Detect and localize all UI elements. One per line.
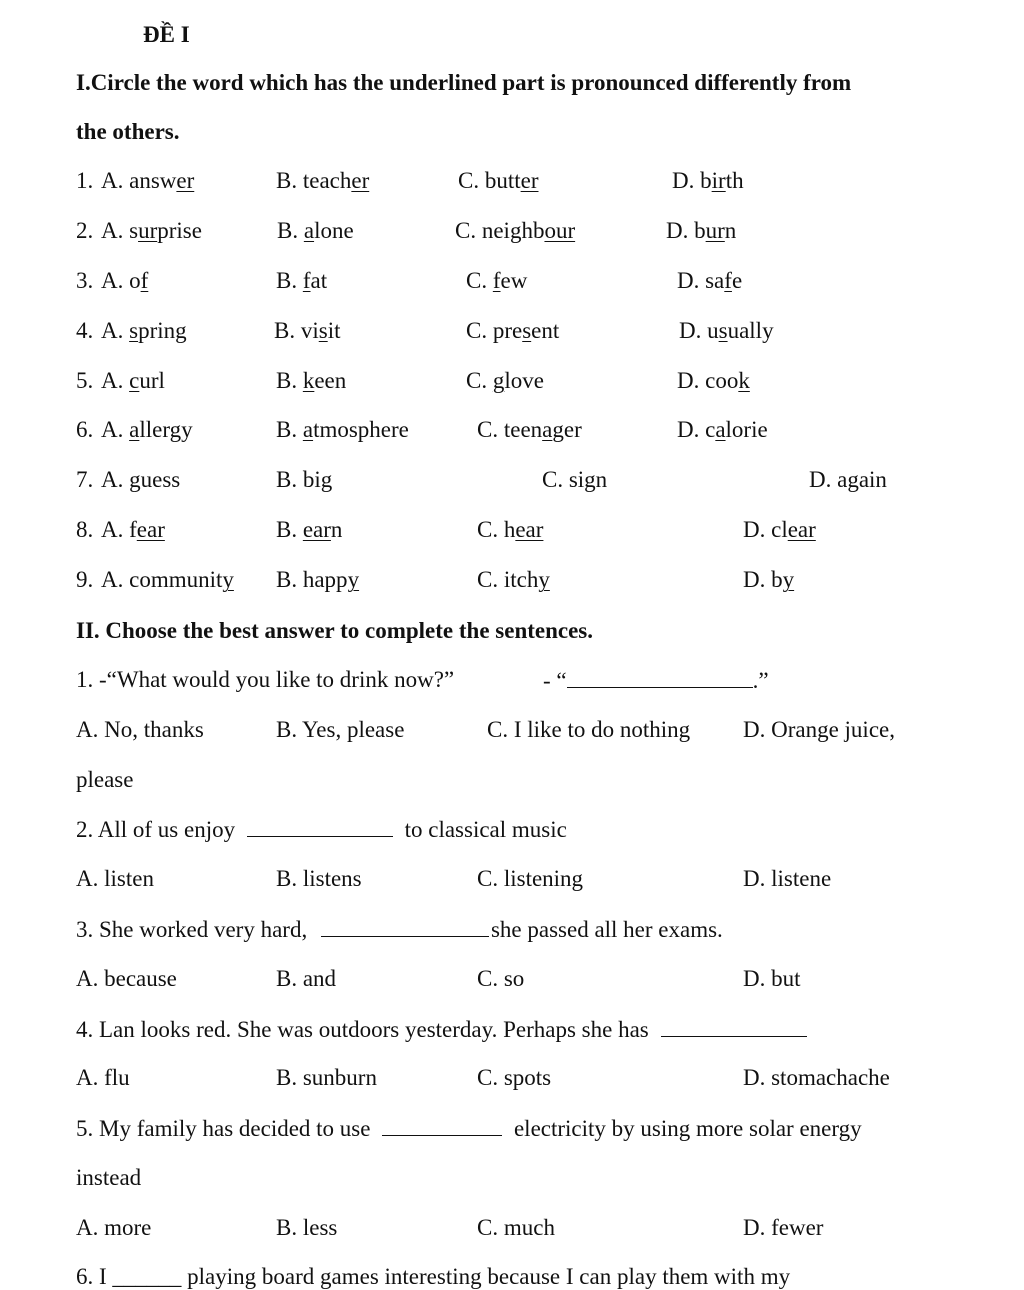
q3-answer-blank[interactable] bbox=[321, 916, 489, 937]
option-text: C. pre bbox=[466, 318, 523, 343]
q9-option-b[interactable] bbox=[276, 567, 359, 593]
q2-text-a: 2. All of us enjoy bbox=[76, 817, 236, 842]
q3-option-d[interactable]: D. but bbox=[743, 966, 801, 991]
section1-title: I.Circle the word which has the underlined part is pronounced differently from bbox=[76, 70, 852, 95]
option-text: A. f bbox=[101, 517, 137, 542]
option-underlined-part: y bbox=[782, 567, 795, 592]
q4-text-main: 4. Lan looks red. She was outdoors yesterday. Perhaps she has bbox=[76, 1017, 649, 1042]
option-text: A. bbox=[101, 368, 130, 393]
q2-answer-blank[interactable] bbox=[247, 816, 393, 837]
q2-text bbox=[76, 816, 567, 843]
option-underlined-part: ir bbox=[711, 168, 726, 193]
option-text: D. b bbox=[666, 218, 706, 243]
option-text-rest: it bbox=[327, 318, 341, 343]
option-underlined-part: ear bbox=[136, 517, 165, 542]
q4-answer-blank[interactable] bbox=[661, 1016, 807, 1037]
option-text-rest: prise bbox=[157, 218, 202, 243]
option-underlined-part: f bbox=[302, 268, 311, 293]
option-text-rest: n bbox=[724, 218, 737, 243]
option-text: D. again bbox=[809, 467, 887, 492]
q2-option-b[interactable] bbox=[277, 218, 354, 244]
option-text: D. c bbox=[677, 417, 716, 442]
option-underlined-part: s bbox=[718, 318, 728, 343]
option-underlined-part: s bbox=[522, 318, 532, 343]
option-text-rest: llergy bbox=[139, 417, 193, 442]
option-text: D. coo bbox=[677, 368, 739, 393]
q5-number: 5. bbox=[76, 368, 94, 393]
q7-option-d[interactable] bbox=[809, 467, 887, 493]
q9-option-a[interactable] bbox=[101, 567, 234, 593]
q5-option-a[interactable]: A. more bbox=[76, 1215, 152, 1240]
option-text: C. itch bbox=[477, 567, 539, 592]
option-text: C. h bbox=[477, 517, 516, 542]
q1-option-d-cont: please bbox=[76, 767, 134, 792]
q1-option-b[interactable]: B. Yes, please bbox=[276, 717, 405, 742]
q2-text-b: to classical music bbox=[404, 817, 567, 842]
option-underlined-part: a bbox=[715, 417, 726, 442]
option-text-rest: n bbox=[330, 517, 343, 542]
option-text: D. u bbox=[679, 318, 719, 343]
q7-option-a[interactable] bbox=[101, 467, 180, 493]
q4-option-b[interactable]: B. sunburn bbox=[276, 1065, 377, 1090]
q1-number: 1. bbox=[76, 168, 94, 193]
section1-title-cont: the others. bbox=[76, 119, 180, 144]
section2-title: II. Choose the best answer to complete the sentences. bbox=[76, 618, 594, 643]
q5-text-cont: instead bbox=[76, 1165, 142, 1190]
q2-option-a[interactable] bbox=[101, 218, 202, 244]
option-text: D. cl bbox=[743, 517, 788, 542]
q2-option-a[interactable]: A. listen bbox=[76, 866, 154, 891]
option-text: B. bbox=[276, 368, 303, 393]
q8-option-c[interactable] bbox=[477, 517, 543, 543]
option-underlined-part: ur bbox=[705, 218, 725, 243]
option-text: A. o bbox=[101, 268, 141, 293]
q8-option-d[interactable] bbox=[743, 517, 816, 543]
option-text: B. bbox=[276, 268, 303, 293]
q1-answer-blank[interactable] bbox=[567, 667, 753, 688]
option-text-rest: lone bbox=[314, 218, 354, 243]
option-underlined-part: s bbox=[318, 318, 328, 343]
q9-option-d[interactable] bbox=[743, 567, 794, 593]
q1-option-a[interactable] bbox=[101, 168, 194, 194]
q5-option-a[interactable] bbox=[101, 368, 165, 394]
q7-number: 7. bbox=[76, 467, 94, 492]
option-text-rest: ew bbox=[500, 268, 528, 293]
option-underlined-part: er bbox=[176, 168, 195, 193]
q2-option-b[interactable]: B. listens bbox=[276, 866, 362, 891]
q8-option-b[interactable] bbox=[276, 517, 342, 543]
q4-option-a[interactable]: A. flu bbox=[76, 1065, 130, 1090]
q7-option-c[interactable] bbox=[542, 467, 607, 493]
option-text: C. bbox=[466, 368, 493, 393]
option-text-rest: ger bbox=[552, 417, 582, 442]
q1-option-b[interactable] bbox=[276, 168, 369, 194]
option-text: D. b bbox=[743, 567, 783, 592]
option-underlined-part: ear bbox=[515, 517, 544, 542]
q5-option-d[interactable]: D. fewer bbox=[743, 1215, 824, 1240]
q6-option-c[interactable] bbox=[477, 417, 582, 443]
q3-option-d[interactable] bbox=[677, 268, 742, 294]
q5-text bbox=[76, 1115, 862, 1142]
option-underlined-part: a bbox=[303, 218, 315, 243]
q3-text-a: 3. She worked very hard, bbox=[76, 917, 308, 942]
option-underlined-part: our bbox=[544, 218, 576, 243]
option-underlined-part: er bbox=[351, 168, 370, 193]
option-underlined-part: k bbox=[738, 368, 750, 393]
option-underlined-part: ur bbox=[138, 218, 158, 243]
q5-text-b: electricity by using more solar energy bbox=[513, 1116, 862, 1141]
option-underlined-part: f bbox=[724, 268, 732, 293]
option-text: C. butt bbox=[458, 168, 521, 193]
q5-option-b[interactable]: B. less bbox=[276, 1215, 338, 1240]
q1-option-d[interactable]: D. Orange juice, bbox=[743, 717, 895, 742]
option-text-rest: een bbox=[314, 368, 347, 393]
option-underlined-part: a bbox=[302, 417, 314, 442]
q5-answer-blank[interactable] bbox=[382, 1115, 502, 1136]
option-text: C. teen bbox=[477, 417, 543, 442]
q3-option-c[interactable]: C. so bbox=[477, 966, 525, 991]
q6-option-b[interactable] bbox=[276, 417, 409, 443]
option-text: A. s bbox=[101, 218, 139, 243]
q4-option-a[interactable] bbox=[101, 318, 187, 344]
q3-option-c[interactable] bbox=[466, 268, 527, 294]
option-text-rest: e bbox=[731, 268, 743, 293]
option-text: A. bbox=[101, 318, 130, 343]
option-text-rest: at bbox=[310, 268, 328, 293]
q4-text bbox=[76, 1016, 807, 1043]
option-text: B. bbox=[276, 417, 303, 442]
option-text: B. happ bbox=[276, 567, 348, 592]
q5-option-b[interactable] bbox=[276, 368, 346, 394]
q1-option-a[interactable]: A. No, thanks bbox=[76, 717, 204, 742]
q6-text-partial: 6. I ______ playing board games interesting because I can play them with my bbox=[76, 1264, 791, 1289]
option-text: B. teach bbox=[276, 168, 352, 193]
option-underlined-part: ear bbox=[787, 517, 816, 542]
option-underlined-part: y bbox=[347, 567, 360, 592]
option-text: A. guess bbox=[101, 467, 181, 492]
q5-option-c[interactable]: C. much bbox=[477, 1215, 555, 1240]
q9-option-c[interactable] bbox=[477, 567, 550, 593]
q2-option-c[interactable]: C. listening bbox=[477, 866, 584, 891]
option-text-rest: tmosphere bbox=[313, 417, 409, 442]
option-underlined-part: a bbox=[542, 417, 553, 442]
q4-number: 4. bbox=[76, 318, 94, 343]
option-underlined-part: ear bbox=[302, 517, 331, 542]
q9-number: 9. bbox=[76, 567, 94, 592]
option-underlined-part: y bbox=[538, 567, 550, 592]
q3-option-b[interactable]: B. and bbox=[276, 966, 337, 991]
q1-option-d[interactable] bbox=[672, 168, 744, 194]
option-underlined-part: c bbox=[129, 368, 140, 393]
q8-option-a[interactable] bbox=[101, 517, 165, 543]
q1-option-c[interactable] bbox=[458, 168, 539, 194]
option-text: B. vi bbox=[274, 318, 319, 343]
q5-option-d[interactable] bbox=[677, 368, 750, 394]
q4-option-c[interactable] bbox=[466, 318, 559, 344]
option-underlined-part: s bbox=[129, 318, 139, 343]
q7-option-b[interactable] bbox=[276, 467, 332, 493]
option-text: B. bbox=[276, 517, 303, 542]
q1-text: 1. -“What would you like to drink now?” bbox=[76, 667, 455, 692]
option-underlined-part: k bbox=[302, 368, 315, 393]
q1-reply bbox=[543, 667, 769, 694]
option-text: A. answ bbox=[101, 168, 177, 193]
option-text-rest: ually bbox=[727, 318, 774, 343]
option-underlined-part: y bbox=[222, 567, 234, 592]
q3-number: 3. bbox=[76, 268, 94, 293]
q4-option-d[interactable] bbox=[679, 318, 774, 344]
q2-option-c[interactable] bbox=[455, 218, 575, 244]
q3-text-b: she passed all her exams. bbox=[490, 917, 723, 942]
option-text: D. sa bbox=[677, 268, 725, 293]
q1-reply-open: - “ bbox=[543, 668, 567, 693]
option-text: A. communit bbox=[101, 567, 223, 592]
q2-option-d[interactable]: D. listene bbox=[743, 866, 832, 891]
q3-option-a[interactable]: A. because bbox=[76, 966, 177, 991]
option-underlined-part: er bbox=[520, 168, 539, 193]
option-text: B. big bbox=[276, 467, 333, 492]
q1-option-c[interactable]: C. I like to do nothing bbox=[487, 717, 691, 742]
q1-reply-close: .” bbox=[752, 668, 769, 693]
option-underlined-part: f bbox=[140, 268, 149, 293]
q3-option-a[interactable] bbox=[101, 268, 148, 294]
option-text: C. bbox=[466, 268, 493, 293]
q4-option-b[interactable] bbox=[274, 318, 340, 344]
option-text-rest: love bbox=[504, 368, 544, 393]
option-text-rest: lorie bbox=[725, 417, 768, 442]
option-text: C. sign bbox=[542, 467, 608, 492]
q5-text-a: 5. My family has decided to use bbox=[76, 1116, 371, 1141]
option-underlined-part: a bbox=[129, 417, 140, 442]
page-heading: ĐỀ I bbox=[143, 22, 190, 47]
option-text: A. bbox=[101, 417, 130, 442]
option-underlined-part: f bbox=[492, 268, 501, 293]
q5-option-c[interactable] bbox=[466, 368, 544, 394]
q3-text bbox=[76, 916, 723, 943]
q4-option-d[interactable]: D. stomachache bbox=[743, 1065, 890, 1090]
option-text-rest: th bbox=[725, 168, 744, 193]
option-text-rest: pring bbox=[138, 318, 187, 343]
option-text: B. bbox=[277, 218, 304, 243]
option-text-rest: url bbox=[139, 368, 165, 393]
option-text: D. b bbox=[672, 168, 712, 193]
q3-option-b[interactable] bbox=[276, 268, 327, 294]
q6-option-a[interactable] bbox=[101, 417, 193, 443]
option-text-rest: ent bbox=[531, 318, 560, 343]
option-underlined-part: g bbox=[492, 368, 505, 393]
q6-number: 6. bbox=[76, 417, 94, 442]
q8-number: 8. bbox=[76, 517, 94, 542]
q2-option-d[interactable] bbox=[666, 218, 736, 244]
q2-number: 2. bbox=[76, 218, 94, 243]
q6-option-d[interactable] bbox=[677, 417, 768, 443]
option-text: C. neighb bbox=[455, 218, 545, 243]
q4-option-c[interactable]: C. spots bbox=[477, 1065, 552, 1090]
